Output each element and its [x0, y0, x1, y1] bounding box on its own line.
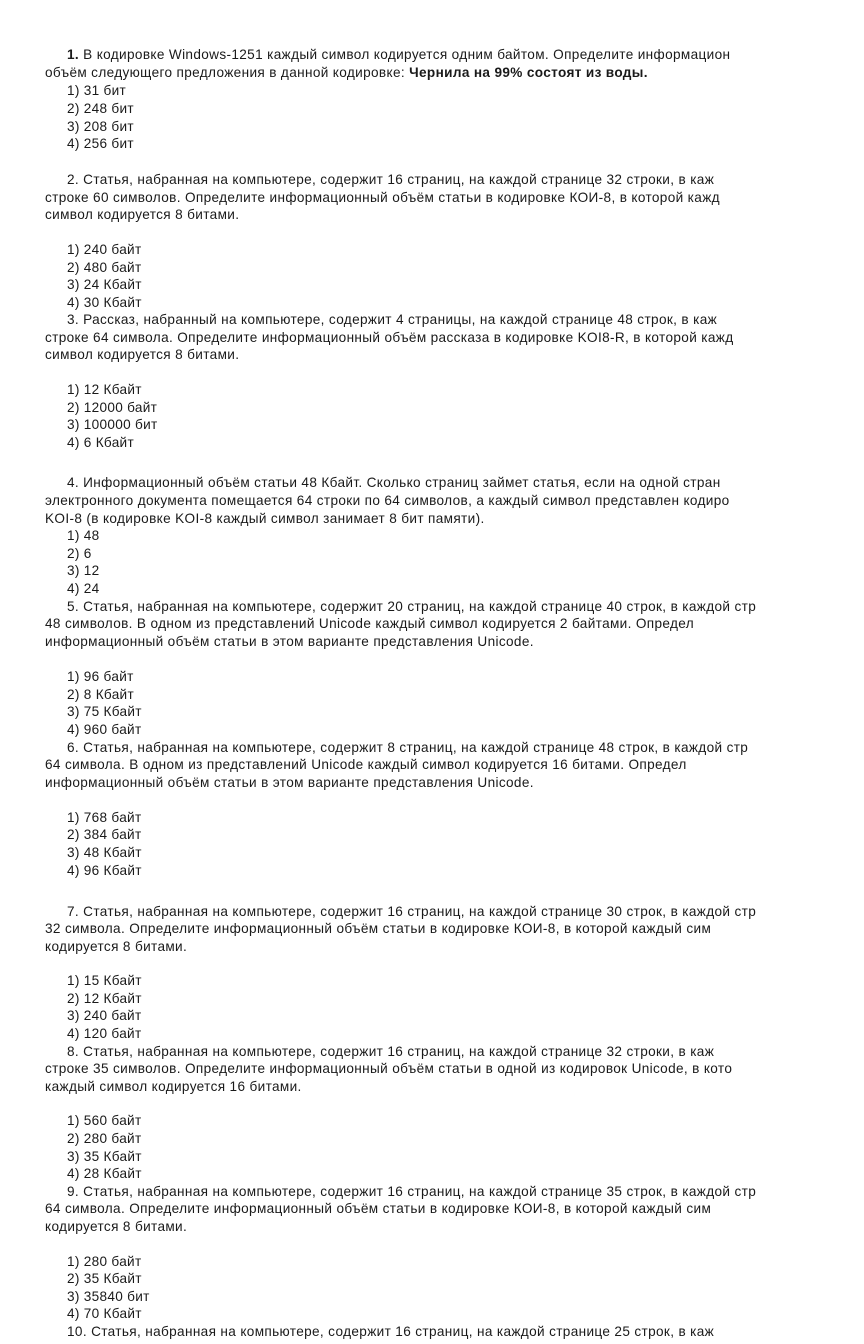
question-4-line-3: KOI-8 (в кодировке KOI-8 каждый символ занимает 8 бит памяти).	[45, 511, 485, 526]
question-4-line-1: 4. Информационный объём статьи 48 Кбайт. Сколько страниц займет статья, если на одной стран	[67, 475, 721, 490]
question-2-option-4: 4) 30 Кбайт	[67, 295, 142, 310]
question-7-line-3: кодируется 8 битами.	[45, 939, 188, 954]
question-2-option-2: 2) 480 байт	[67, 260, 142, 275]
question-2-option-1: 1) 240 байт	[67, 242, 142, 257]
question-7-line-2: 32 символа. Определите информационный объём статьи в кодировке КОИ-8, в которой каждый сим	[45, 921, 712, 936]
question-7-option-1: 1) 15 Кбайт	[67, 973, 142, 988]
question-5-option-2: 2) 8 Кбайт	[67, 687, 134, 702]
question-5-line-2: 48 символов. В одном из представлений Unicode каждый символ кодируется 2 байтами. Определ	[45, 616, 695, 631]
question-1-line-2	[45, 64, 648, 82]
question-6-option-3: 3) 48 Кбайт	[67, 845, 142, 860]
question-4-option-1: 1) 48	[67, 528, 100, 543]
question-4-option-4: 4) 24	[67, 581, 100, 596]
question-8-line-1: 8. Статья, набранная на компьютере, содержит 16 страниц, на каждой странице 32 строки, в каж	[67, 1044, 715, 1059]
question-9-line-2: 64 символа. Определите информационный объём статьи в кодировке КОИ-8, в которой каждый сим	[45, 1201, 712, 1216]
question-9-line-3: кодируется 8 битами.	[45, 1219, 188, 1234]
question-5-option-4: 4) 960 байт	[67, 722, 142, 737]
question-6-line-1: 6. Статья, набранная на компьютере, содержит 8 страниц, на каждой странице 48 строк, в каждой стр	[67, 740, 749, 755]
question-7-option-4: 4) 120 байт	[67, 1026, 142, 1041]
question-2-line-2: строке 60 символов. Определите информационный объём статьи в кодировке КОИ-8, в которой кажд	[45, 190, 720, 205]
question-2-line-1: 2. Статья, набранная на компьютере, содержит 16 страниц, на каждой странице 32 строки, в каж	[67, 172, 715, 187]
question-10-line-1: 10. Статья, набранная на компьютере, содержит 16 страниц, на каждой странице 25 строк, в каж	[67, 1324, 715, 1339]
question-7-line-1: 7. Статья, набранная на компьютере, содержит 16 страниц, на каждой странице 30 строк, в каждой стр	[67, 904, 757, 919]
question-3-option-2: 2) 12000 байт	[67, 400, 158, 415]
question-4-line-2: электронного документа помещается 64 строки по 64 символов, а каждый символ представлен кодиро	[45, 493, 730, 508]
question-5-option-3: 3) 75 Кбайт	[67, 704, 142, 719]
question-8-option-1: 1) 560 байт	[67, 1113, 142, 1128]
question-9-option-4: 4) 70 Кбайт	[67, 1306, 142, 1321]
question-7-option-3: 3) 240 байт	[67, 1008, 142, 1023]
question-6-option-2: 2) 384 байт	[67, 827, 142, 842]
question-4-option-2: 2) 6	[67, 546, 92, 561]
question-6-line-2: 64 символа. В одном из представлений Unicode каждый символ кодируется 16 битами. Определ	[45, 757, 687, 772]
question-9-line-1: 9. Статья, набранная на компьютере, содержит 16 страниц, на каждой странице 35 строк, в каждой стр	[67, 1184, 757, 1199]
question-6-line-3: информационный объём статьи в этом варианте представления Unicode.	[45, 775, 534, 790]
question-9-option-1: 1) 280 байт	[67, 1254, 142, 1269]
question-9-option-3: 3) 35840 бит	[67, 1289, 150, 1304]
question-8-line-2: строке 35 символов. Определите информационный объём статьи в одной из кодировок Unicode, в кото	[45, 1061, 733, 1076]
question-1-sentence: Чернила на 99% состоят из воды.	[409, 65, 648, 80]
question-3-option-3: 3) 100000 бит	[67, 417, 158, 432]
question-9-option-2: 2) 35 Кбайт	[67, 1271, 142, 1286]
question-5-line-3: информационный объём статьи в этом варианте представления Unicode.	[45, 634, 534, 649]
question-1-text: В кодировке Windows-1251 каждый символ кодируется одним байтом. Определите информацион	[79, 47, 731, 62]
question-2-line-3: символ кодируется 8 битами.	[45, 207, 240, 222]
question-1-line-1	[67, 46, 730, 64]
question-7-option-2: 2) 12 Кбайт	[67, 991, 142, 1006]
question-1-option-4: 4) 256 бит	[67, 136, 134, 151]
question-4-option-3: 3) 12	[67, 563, 100, 578]
question-3-line-1: 3. Рассказ, набранный на компьютере, содержит 4 страницы, на каждой странице 48 строк, в каж	[67, 312, 718, 327]
question-5-option-1: 1) 96 байт	[67, 669, 134, 684]
question-1-option-3: 3) 208 бит	[67, 119, 134, 134]
question-1-number: 1.	[67, 47, 80, 62]
question-3-line-2: строке 64 символа. Определите информационный объём рассказа в кодировке KOI8-R, в которой кажд	[45, 330, 734, 345]
question-5-line-1: 5. Статья, набранная на компьютере, содержит 20 страниц, на каждой странице 40 строк, в каждой стр	[67, 599, 757, 614]
question-3-option-1: 1) 12 Кбайт	[67, 382, 142, 397]
question-8-option-2: 2) 280 байт	[67, 1131, 142, 1146]
question-1-text-2: объём следующего предложения в данной кодировке:	[45, 65, 410, 80]
question-1-option-2: 2) 248 бит	[67, 101, 134, 116]
question-8-option-4: 4) 28 Кбайт	[67, 1166, 142, 1181]
question-2-option-3: 3) 24 Кбайт	[67, 277, 142, 292]
question-6-option-4: 4) 96 Кбайт	[67, 863, 142, 878]
question-3-option-4: 4) 6 Кбайт	[67, 435, 134, 450]
question-3-line-3: символ кодируется 8 битами.	[45, 347, 240, 362]
question-1-option-1: 1) 31 бит	[67, 83, 127, 98]
question-8-option-3: 3) 35 Кбайт	[67, 1149, 142, 1164]
question-8-line-3: каждый символ кодируется 16 битами.	[45, 1079, 302, 1094]
question-6-option-1: 1) 768 байт	[67, 810, 142, 825]
